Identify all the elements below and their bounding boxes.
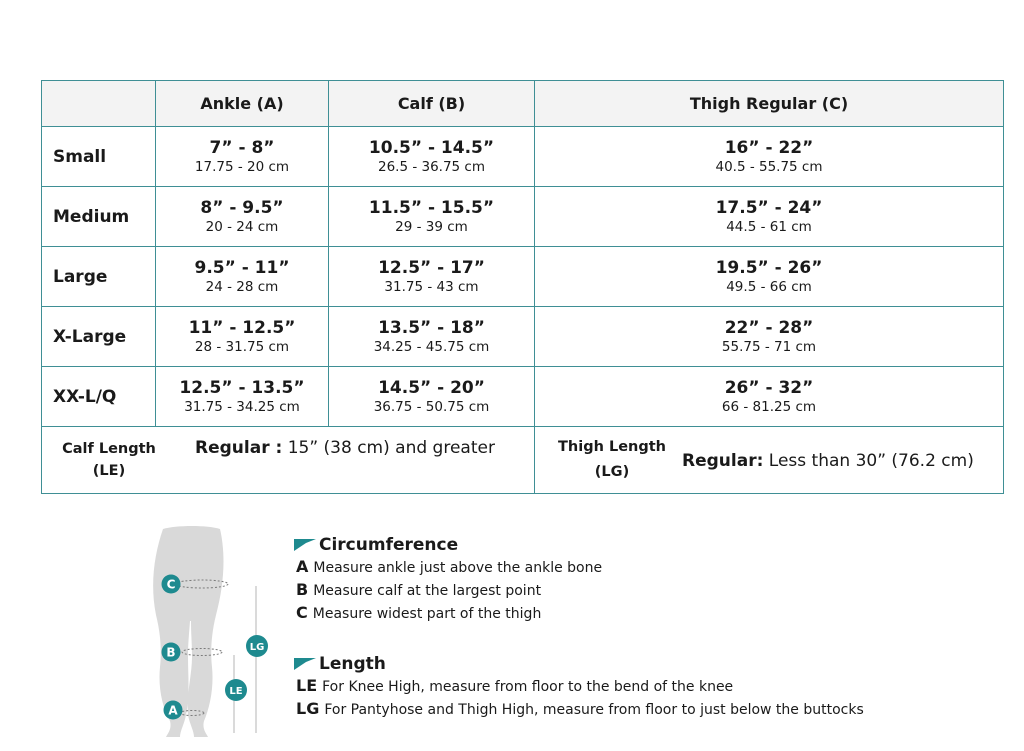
calf-cell	[329, 187, 535, 247]
thigh-inches: 16” - 22”	[724, 137, 814, 158]
calf-cm: 26.5 - 36.75 cm	[377, 158, 486, 175]
header-row	[42, 81, 1004, 127]
table-row	[42, 307, 1004, 367]
header-thigh: Thigh Regular (C)	[535, 81, 1004, 127]
calf-cell	[329, 127, 535, 187]
thigh-cell	[535, 187, 1004, 247]
flag-icon	[294, 657, 316, 671]
thigh-cm: 49.5 - 66 cm	[726, 278, 812, 295]
calf-inches: 14.5” - 20”	[378, 377, 485, 398]
ankle-inches: 11” - 12.5”	[188, 317, 296, 338]
ankle-cm: 20 - 24 cm	[205, 218, 279, 235]
thigh-inches: 19.5” - 26”	[715, 257, 823, 278]
length-heading	[294, 652, 994, 676]
thigh-length-value	[682, 451, 974, 471]
legs-silhouette	[153, 526, 223, 737]
ankle-inches: 9.5” - 11”	[194, 257, 290, 278]
ankle-cm: 28 - 31.75 cm	[194, 338, 290, 355]
header-calf: Calf (B)	[329, 81, 535, 127]
item-key: A	[296, 557, 309, 576]
ankle-inches: 7” - 8”	[209, 137, 275, 158]
calf-length-value-text: 15” (38 cm) and greater	[282, 438, 495, 458]
size-label: Medium	[42, 187, 156, 247]
thigh-cell	[535, 247, 1004, 307]
size-label: Small	[42, 127, 156, 187]
table-row	[42, 247, 1004, 307]
calf-inches: 13.5” - 18”	[378, 317, 485, 338]
calf-inches: 10.5” - 14.5”	[368, 137, 495, 158]
ankle-cell	[156, 367, 329, 427]
calf-cell	[329, 367, 535, 427]
item-text: For Pantyhose and Thigh High, measure from floor to just below the buttocks	[324, 702, 864, 718]
marker-lg-label: LG	[249, 642, 265, 653]
ankle-cell	[156, 187, 329, 247]
item-key: C	[296, 603, 308, 622]
marker-le-label: LE	[229, 686, 243, 697]
marker-c-icon	[162, 575, 181, 594]
ankle-cm: 24 - 28 cm	[205, 278, 279, 295]
thigh-length-label-line1: Thigh Length	[558, 439, 666, 455]
marker-a-icon	[164, 701, 183, 720]
thigh-inches: 17.5” - 24”	[715, 197, 823, 218]
ankle-cell	[156, 307, 329, 367]
calf-length-value	[195, 438, 495, 458]
calf-length-value-bold: Regular :	[195, 438, 283, 458]
list-item	[294, 580, 994, 603]
thigh-length-label-line2: (LG)	[594, 464, 630, 480]
thigh-length-value-text: Less than 30” (76.2 cm)	[763, 451, 974, 471]
header-ankle: Ankle (A)	[156, 81, 329, 127]
thigh-length-label	[549, 436, 675, 483]
ankle-cm: 31.75 - 34.25 cm	[184, 398, 300, 415]
marker-b-icon	[162, 643, 181, 662]
item-key: B	[296, 580, 309, 599]
list-item	[294, 603, 994, 626]
marker-lg-icon	[246, 635, 268, 657]
item-text: Measure widest part of the thigh	[312, 606, 542, 622]
size-label: X-Large	[42, 307, 156, 367]
calf-length-label-line2: (LE)	[92, 463, 126, 479]
calf-cm: 36.75 - 50.75 cm	[373, 398, 490, 415]
length-title: Length	[319, 654, 386, 674]
marker-a-label: A	[168, 703, 178, 718]
ankle-cell	[156, 127, 329, 187]
calf-cm: 31.75 - 43 cm	[384, 278, 479, 295]
calf-cell	[329, 307, 535, 367]
circumference-heading	[294, 533, 994, 557]
ankle-inches: 8” - 9.5”	[200, 197, 284, 218]
calf-inches: 12.5” - 17”	[378, 257, 485, 278]
item-key: LE	[296, 676, 318, 695]
calf-length-label-line1: Calf Length	[62, 441, 156, 457]
thigh-inches: 26” - 32”	[724, 377, 814, 398]
size-label: Large	[42, 247, 156, 307]
ankle-cell	[156, 247, 329, 307]
header-corner	[42, 81, 156, 127]
table-row	[42, 367, 1004, 427]
item-text: For Knee High, measure from floor to the bend of the knee	[322, 679, 734, 695]
thigh-cm: 40.5 - 55.75 cm	[715, 158, 823, 175]
table-row	[42, 187, 1004, 247]
ankle-inches: 12.5” - 13.5”	[179, 377, 305, 398]
thigh-cm: 66 - 81.25 cm	[721, 398, 817, 415]
size-label: XX-L/Q	[42, 367, 156, 427]
marker-b-label: B	[166, 645, 176, 660]
flag-icon	[294, 538, 316, 552]
item-key: LG	[296, 699, 320, 718]
thigh-length-value-bold: Regular:	[682, 451, 764, 471]
calf-cm: 34.25 - 45.75 cm	[373, 338, 490, 355]
marker-c-label: C	[166, 577, 176, 592]
ankle-cm: 17.75 - 20 cm	[194, 158, 290, 175]
size-chart-table	[41, 80, 1004, 494]
circumference-title: Circumference	[319, 535, 459, 555]
thigh-cell	[535, 367, 1004, 427]
thigh-length-cell	[535, 427, 1004, 494]
list-item	[294, 557, 994, 580]
calf-cm: 29 - 39 cm	[395, 218, 468, 235]
thigh-cm: 44.5 - 61 cm	[726, 218, 812, 235]
leg-diagram	[150, 525, 280, 740]
table-row	[42, 127, 1004, 187]
measurement-legend	[294, 533, 994, 722]
list-item	[294, 699, 994, 722]
marker-le-icon	[225, 679, 247, 701]
thigh-cell	[535, 307, 1004, 367]
thigh-cell	[535, 127, 1004, 187]
item-text: Measure calf at the largest point	[313, 583, 542, 599]
list-item	[294, 676, 994, 699]
item-text: Measure ankle just above the ankle bone	[313, 560, 603, 576]
calf-length-cell	[42, 427, 535, 494]
thigh-cm: 55.75 - 71 cm	[721, 338, 817, 355]
calf-cell	[329, 247, 535, 307]
length-row	[42, 427, 1004, 494]
calf-inches: 11.5” - 15.5”	[368, 197, 495, 218]
calf-length-label	[54, 438, 164, 482]
thigh-inches: 22” - 28”	[724, 317, 814, 338]
